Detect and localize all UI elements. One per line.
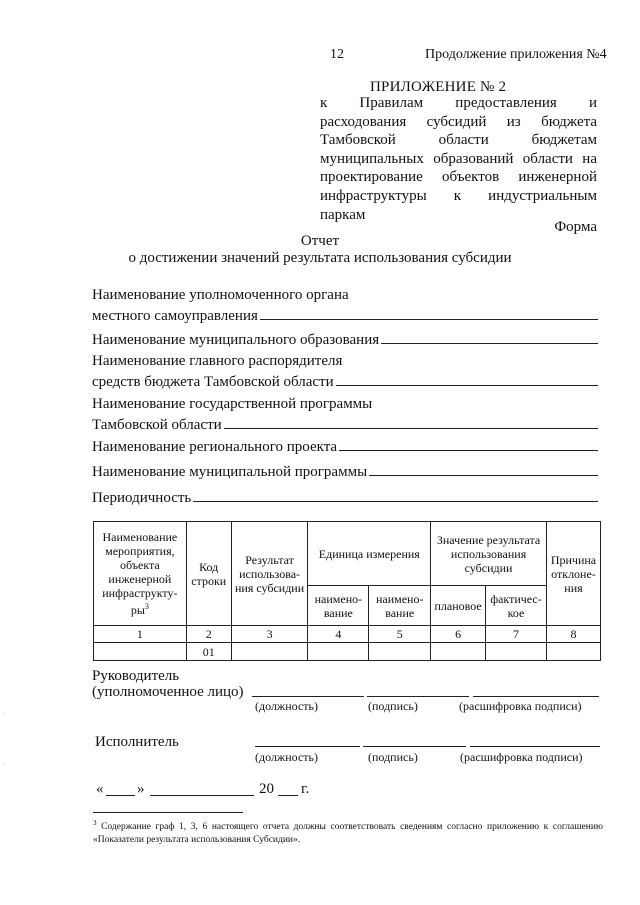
header-unit-name-b: наимено-вание xyxy=(369,586,431,626)
executor-label: Исполнитель xyxy=(95,734,179,750)
appendix-line: муниципальных образований области на xyxy=(320,150,597,167)
head-decode-line[interactable] xyxy=(473,695,599,697)
appendix-line: инфраструктуры к индустриальным xyxy=(320,187,597,204)
field-label: Тамбовской области xyxy=(92,417,222,433)
column-number: 5 xyxy=(369,626,431,643)
table-row xyxy=(94,643,601,661)
caption-decode: (расшифровка подписи) xyxy=(459,699,582,713)
appendix-reference xyxy=(320,94,597,224)
date-close-quote: » xyxy=(137,781,145,797)
header-row-code: Код строки xyxy=(186,522,231,626)
date-open-quote: « xyxy=(96,781,104,797)
table-cell[interactable] xyxy=(431,643,486,661)
table-cell[interactable] xyxy=(546,643,600,661)
state-program-input-line[interactable] xyxy=(224,414,598,429)
column-number: 2 xyxy=(186,626,231,643)
scan-mark: · xyxy=(2,710,5,718)
field-state-program xyxy=(92,395,598,435)
field-periodicity xyxy=(92,487,598,508)
row-code-cell: 01 xyxy=(186,643,231,661)
field-label: Наименование регионального проекта xyxy=(92,439,338,455)
footnote-text: Содержание граф 1, 3, 6 настоящего отчета должны соответствовать сведениям согласно приложению к соглашению «Показатели результата использования Субсидии». xyxy=(93,822,603,846)
authority-input-line[interactable] xyxy=(260,305,598,320)
field-label: Наименование государственной программы xyxy=(92,396,373,412)
footnote xyxy=(93,817,603,847)
date-day-line[interactable] xyxy=(106,794,135,796)
column-number: 8 xyxy=(546,626,600,643)
header-unit-name-a: наимено-вание xyxy=(308,586,369,626)
caption-position: (должность) xyxy=(255,699,318,713)
table-cell[interactable] xyxy=(486,643,547,661)
header-result: Результат использова-ния субсидии xyxy=(231,522,308,626)
field-municipality xyxy=(92,329,598,350)
head-position-line[interactable] xyxy=(252,695,364,697)
report-title: Отчет xyxy=(300,233,340,249)
report-table xyxy=(93,521,601,661)
table-cell[interactable] xyxy=(231,643,308,661)
appendix-line: проектирование объектов инженерной xyxy=(320,169,597,186)
municipality-input-line[interactable] xyxy=(381,329,598,344)
executor-signature-line[interactable] xyxy=(363,745,466,747)
caption-signature: (подпись) xyxy=(368,699,418,713)
appendix-line: паркам xyxy=(320,206,366,223)
scan-mark: · xyxy=(2,760,5,768)
header-unit: Единица измерения xyxy=(308,522,431,586)
field-label: Наименование главного распорядителя xyxy=(92,353,343,369)
page-number: 12 xyxy=(330,47,344,62)
appendix-line: расходования субсидий из бюджета xyxy=(320,113,597,130)
continuation-label: Продолжение приложения №4 xyxy=(425,47,607,62)
field-label: Наименование муниципального образования xyxy=(92,332,380,348)
field-regional-project xyxy=(92,436,598,457)
field-label: Наименование уполномоченного органа xyxy=(92,287,349,303)
report-subtitle: о достижении значений результата использования субсидии xyxy=(128,250,512,266)
appendix-line: Тамбовской области бюджетам xyxy=(320,132,597,149)
header-reason: Причина отклоне-ния xyxy=(546,522,600,626)
caption-signature: (подпись) xyxy=(368,750,418,764)
column-number: 7 xyxy=(486,626,547,643)
table-cell[interactable] xyxy=(308,643,369,661)
date-year-suffix: г. xyxy=(301,781,310,797)
header-activity-text: Наименование мероприятия, объекта инженерной инфраструкту-ры xyxy=(102,530,178,617)
date-month-line[interactable] xyxy=(150,794,254,796)
executor-position-line[interactable] xyxy=(255,745,360,747)
field-budget-manager xyxy=(92,352,598,392)
field-label: местного самоуправления xyxy=(92,308,258,324)
footnote-marker: 3 xyxy=(93,819,97,827)
appendix-title: ПРИЛОЖЕНИЕ № 2 xyxy=(370,79,507,95)
footnote-divider xyxy=(93,812,243,813)
form-label: Форма xyxy=(554,219,597,235)
municipal-program-input-line[interactable] xyxy=(369,461,598,476)
date-century: 20 xyxy=(259,781,274,797)
appendix-line: к Правилам предоставления и xyxy=(320,95,597,111)
header-value-actual: фактичес-кое xyxy=(486,586,547,626)
footnote-marker: 3 xyxy=(144,602,149,611)
field-label: Периодичность xyxy=(92,490,192,506)
column-number: 6 xyxy=(431,626,486,643)
executor-decode-line[interactable] xyxy=(470,745,600,747)
column-number: 3 xyxy=(231,626,308,643)
budget-manager-input-line[interactable] xyxy=(336,371,598,386)
column-number: 4 xyxy=(308,626,369,643)
header-value-planned: плановое xyxy=(431,586,486,626)
head-signature-line[interactable] xyxy=(367,695,469,697)
field-label: Наименование муниципальной программы xyxy=(92,464,368,480)
header-value: Значение результата использования субсидии xyxy=(431,522,547,586)
head-label: Руководитель xyxy=(92,668,180,684)
column-number: 1 xyxy=(94,626,187,643)
caption-position: (должность) xyxy=(255,750,318,764)
regional-project-input-line[interactable] xyxy=(339,436,598,451)
date-year-line[interactable] xyxy=(278,794,298,796)
header-activity xyxy=(94,522,187,626)
table-cell[interactable] xyxy=(369,643,431,661)
head-label-sub: (уполномоченное лицо) xyxy=(92,684,244,700)
field-label: средств бюджета Тамбовской области xyxy=(92,374,334,390)
field-authority xyxy=(92,286,598,326)
table-cell[interactable] xyxy=(94,643,187,661)
periodicity-input-line[interactable] xyxy=(193,487,598,502)
caption-decode: (расшифровка подписи) xyxy=(460,750,583,764)
field-municipal-program xyxy=(92,461,598,482)
